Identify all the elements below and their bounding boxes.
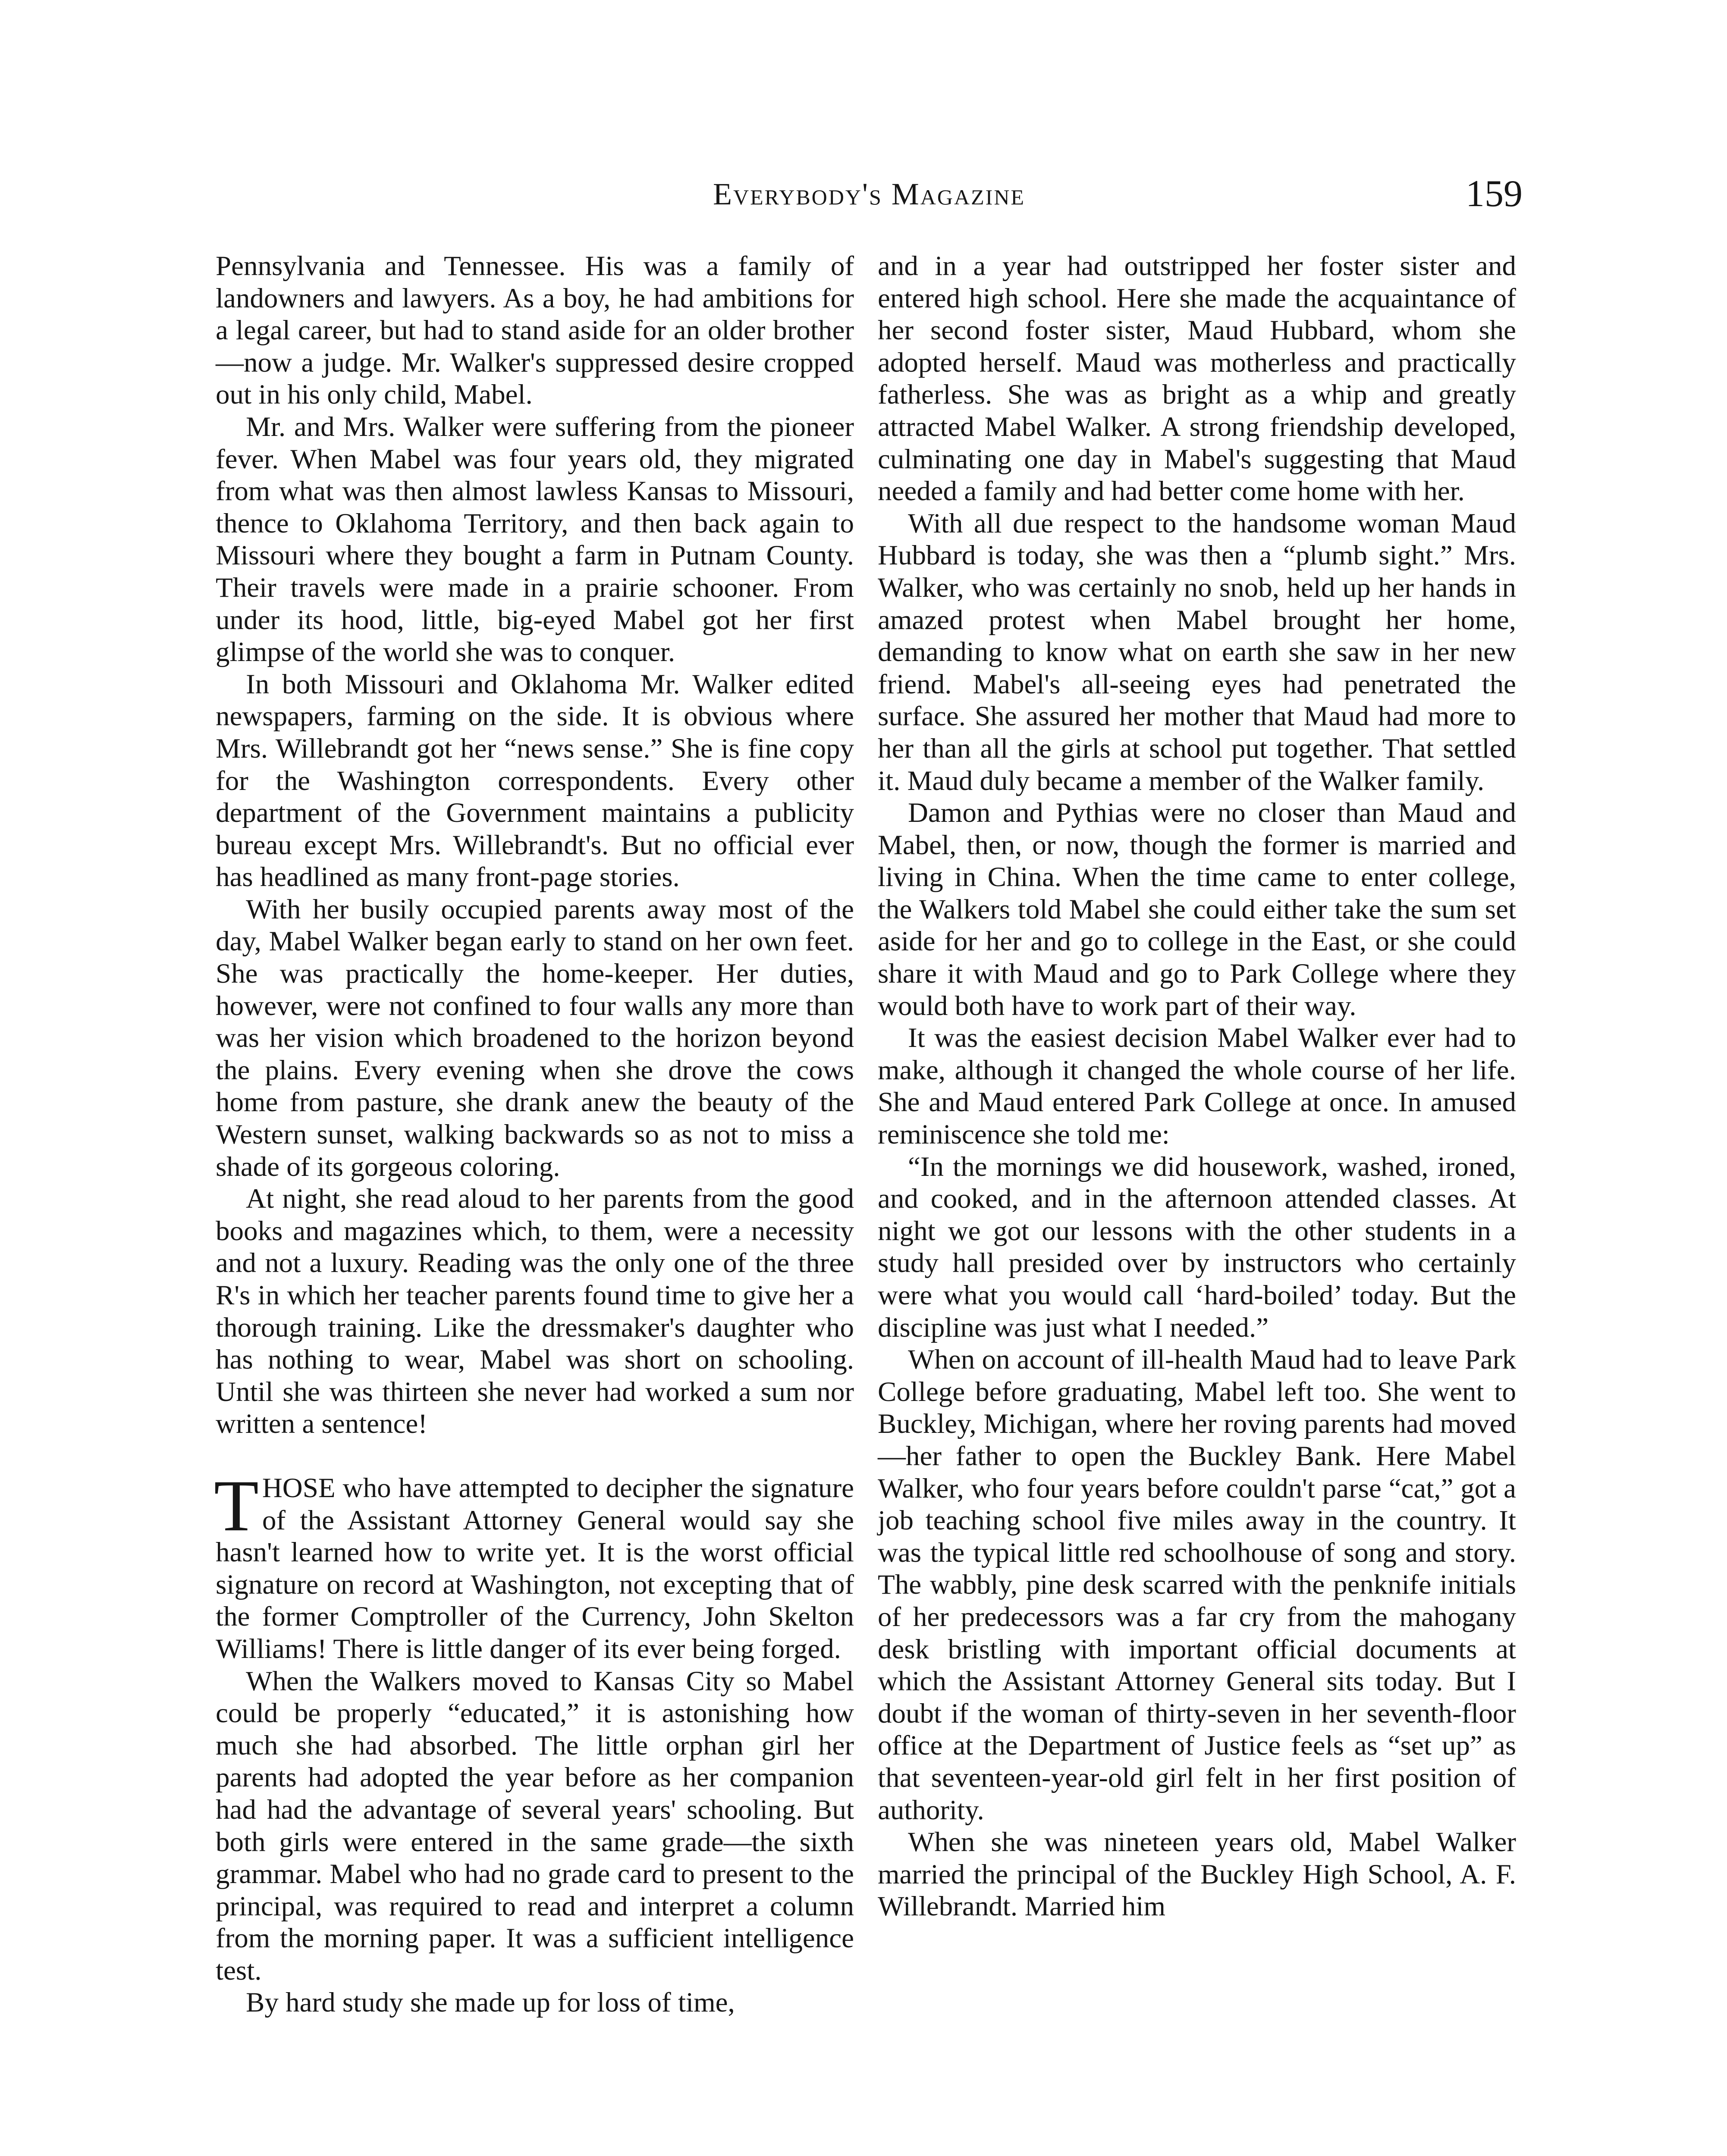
paragraph: With her busily occupied parents away most of the day, Mabel Walker began early to stand on her own feet. She was practically the home-keeper. Her duties, however, were not confined to four walls any more than was her vision which broadened to the horizon beyond the plains. Every evening when she drove the cows home from pasture, she drank anew the beauty of the Western sunset, walking backwards so as not to miss a shade of its gorgeous coloring. bbox=[216, 893, 854, 1182]
paragraph: and in a year had outstripped her foster sister and entered high school. Here she made the acquaintance of her second foster sister, Maud Hubbard, whom she adopted herself. Maud was motherless and practically fatherless. She was as bright as a whip and greatly attracted Mabel Walker. A strong friendship developed, culminating one day in Mabel's suggesting that Maud needed a family and had better come home with her. bbox=[878, 251, 1516, 507]
paragraph: Mr. and Mrs. Walker were suffering from the pioneer fever. When Mabel was four years old, they migrated from what was then almost lawless Kansas to Missouri, thence to Oklahoma Territory, and then back again to Missouri where they bought a farm in Putnam County. Their travels were made in a prairie schooner. From under its hood, little, big-eyed Mabel got her first glimpse of the world she was to conquer. bbox=[216, 411, 854, 668]
paragraph: In both Missouri and Oklahoma Mr. Walker edited newspapers, farming on the side. It is obvious where Mrs. Willebrandt got her “news sense.” She is fine copy for the Washington correspondents. Every other department of the Government maintains a publicity bureau except Mrs. Willebrandt's. But no official ever has headlined as many front-page stories. bbox=[216, 668, 854, 893]
paragraph: At night, she read aloud to her parents from the good books and magazines which, to them, were a necessity and not a luxury. Reading was the only one of the three R's in which her teacher parents found time to give her a thorough training. Like the dressmaker's daughter who has nothing to wear, Mabel was short on schooling. Until she was thirteen she never had worked a sum nor written a sentence! bbox=[216, 1183, 854, 1440]
section-break bbox=[216, 1440, 854, 1472]
paragraph: Damon and Pythias were no closer than Maud and Mabel, then, or now, though the former is married and living in China. When the time came to enter college, the Walkers told Mabel she could either take the sum set aside for her and go to college in the East, or she could share it with Maud and go to Park College where they would both have to work part of their way. bbox=[878, 797, 1516, 1022]
magazine-title: Everybody's Magazine bbox=[713, 177, 1025, 211]
page-number: 159 bbox=[1466, 173, 1523, 215]
paragraph: By hard study she made up for loss of time, bbox=[246, 1987, 735, 2018]
paragraph: When on account of ill-health Maud had to leave Park College before graduating, Mabel left too. She went to Buckley, Michigan, where her roving parents had moved—her father to open the Buckley Bank. Here Mabel Walker, who four years before couldn't parse “cat,” got a job teaching school five miles away in the country. It was the typical little red schoolhouse of song and story. The wabbly, pine desk scarred with the penknife initials of her predecessors was a far cry from the mahogany desk bristling with important official documents at which the Assistant Attorney General sits today. But I doubt if the woman of thirty-seven in her seventh-floor office at the Department of Justice feels as “set up” as that seventeen-year-old girl felt in her first position of authority. bbox=[878, 1344, 1516, 1826]
paragraph-text: who have attempted to decipher the signature of the Assistant Attorney General would say she hasn't learned how to write yet. It is the worst official signature on record at Washington, not excepting that of the former Comptroller of the Currency, John Skelton Williams! There is little danger of its ever being forged. bbox=[216, 1472, 854, 1664]
paragraph: It was the easiest decision Mabel Walker ever had to make, although it changed the whole course of her life. She and Maud entered Park College at once. In amused reminiscence she told me: bbox=[878, 1022, 1516, 1150]
small-caps-lead: HOSE bbox=[262, 1472, 336, 1504]
left-column bbox=[216, 250, 854, 2019]
section-opening-paragraph bbox=[214, 1465, 854, 1665]
paragraph: With all due respect to the handsome woman Maud Hubbard is today, she was then a “plumb sight.” Mrs. Walker, who was certainly no snob, held up her hands in amazed protest when Mabel brought her home, demanding to know what on earth she saw in her new friend. Mabel's all-seeing eyes had penetrated the surface. She assured her mother that Maud had more to her than all the girls at school put together. That settled it. Maud duly became a member of the Walker family. bbox=[878, 508, 1516, 796]
paragraph: When the Walkers moved to Kansas City so Mabel could be properly “educated,” it is astonishing how much she had absorbed. The little orphan girl her parents had adopted the year before as her companion had had the advantage of several years' schooling. But both girls were entered in the same grade—the sixth grammar. Mabel who had no grade card to present to the principal, was required to read and interpret a column from the morning paper. It was a sufficient intelligence test. bbox=[216, 1665, 854, 1986]
running-header bbox=[216, 170, 1523, 218]
paragraph: When she was nineteen years old, Mabel Walker married the principal of the Buckley High School, A. F. Willebrandt. Married him bbox=[878, 1827, 1516, 1922]
paragraph: “In the mornings we did housework, washed, ironed, and cooked, and in the afternoon attended classes. At night we got our lessons with the other students in a study hall presided over by instructors who certainly were what you would call ‘hard-boiled’ today. But the discipline was just what I needed.” bbox=[878, 1151, 1516, 1343]
drop-cap: T bbox=[214, 1465, 259, 1546]
paragraph: Pennsylvania and Tennessee. His was a family of landowners and lawyers. As a boy, he had ambitions for a legal career, but had to stand aside for an older brother—now a judge. Mr. Walker's suppressed desire cropped out in his only child, Mabel. bbox=[216, 251, 854, 411]
right-column bbox=[878, 250, 1516, 1923]
